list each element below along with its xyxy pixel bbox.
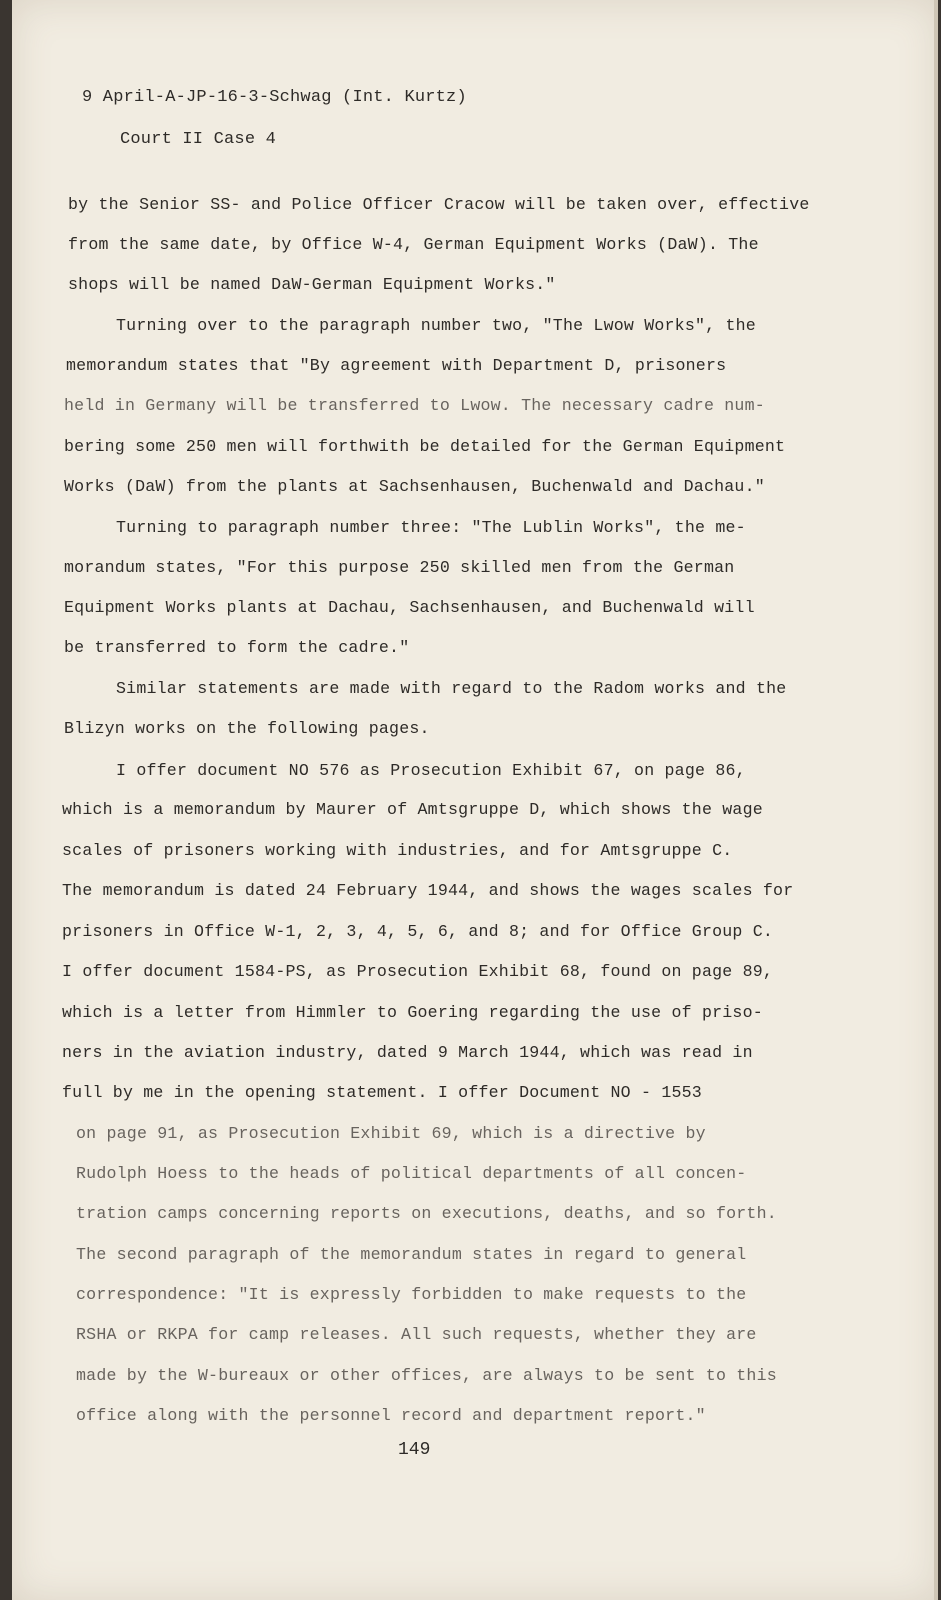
text-line: I offer document NO 576 as Prosecution Exhibit 67, on page 86, (116, 761, 746, 780)
text-line: office along with the personnel record and department report." (76, 1406, 706, 1425)
text-line: full by me in the opening statement. I offer Document NO - 1553 (62, 1083, 702, 1102)
text-line: Works (DaW) from the plants at Sachsenhausen, Buchenwald and Dachau." (64, 477, 765, 496)
text-line: shops will be named DaW-German Equipment Works." (68, 275, 556, 294)
text-line: morandum states, "For this purpose 250 skilled men from the German (64, 558, 735, 577)
text-line: be transferred to form the cadre." (64, 638, 410, 657)
text-line: correspondence: "It is expressly forbidden to make requests to the (76, 1285, 747, 1304)
text-line: Equipment Works plants at Dachau, Sachsenhausen, and Buchenwald will (64, 598, 755, 617)
text-line: Blizyn works on the following pages. (64, 719, 430, 738)
text-line: which is a letter from Himmler to Goering regarding the use of priso- (62, 1003, 763, 1022)
text-line: prisoners in Office W-1, 2, 3, 4, 5, 6, and 8; and for Office Group C. (62, 922, 774, 941)
text-line: bering some 250 men will forthwith be detailed for the German Equipment (64, 437, 786, 456)
text-line: scales of prisoners working with industries, and for Amtsgruppe C. (62, 841, 733, 860)
text-line: by the Senior SS- and Police Officer Cracow will be taken over, effective (68, 195, 810, 214)
text-line: held in Germany will be transferred to Lwow. The necessary cadre num- (64, 396, 765, 415)
text-line: on page 91, as Prosecution Exhibit 69, which is a directive by (76, 1124, 706, 1143)
text-line: Similar statements are made with regard to the Radom works and the (116, 679, 787, 698)
text-line: from the same date, by Office W-4, German Equipment Works (DaW). The (68, 235, 759, 254)
text-line: Turning to paragraph number three: "The Lublin Works", the me- (116, 518, 746, 537)
text-line: The memorandum is dated 24 February 1944, and shows the wages scales for (62, 881, 794, 900)
text-line: tration camps concerning reports on executions, deaths, and so forth. (76, 1204, 777, 1223)
court-case-label: Court II Case 4 (120, 130, 277, 149)
text-line: Rudolph Hoess to the heads of political departments of all concen- (76, 1164, 747, 1183)
page-edge (934, 0, 938, 1600)
text-line: I offer document 1584-PS, as Prosecution Exhibit 68, found on page 89, (62, 962, 774, 981)
page-number: 149 (398, 1440, 431, 1460)
text-line: which is a memorandum by Maurer of Amtsgruppe D, which shows the wage (62, 800, 763, 819)
text-line: ners in the aviation industry, dated 9 March 1944, which was read in (62, 1043, 753, 1062)
text-line: RSHA or RKPA for camp releases. All such requests, whether they are (76, 1325, 757, 1344)
text-line: The second paragraph of the memorandum states in regard to general (76, 1245, 747, 1264)
text-line: Turning over to the paragraph number two, "The Lwow Works", the (116, 316, 756, 335)
text-line: made by the W-bureaux or other offices, are always to be sent to this (76, 1366, 777, 1385)
text-line: memorandum states that "By agreement with Department D, prisoners (66, 356, 727, 375)
document-reference: 9 April-A-JP-16-3-Schwag (Int. Kurtz) (82, 88, 467, 107)
